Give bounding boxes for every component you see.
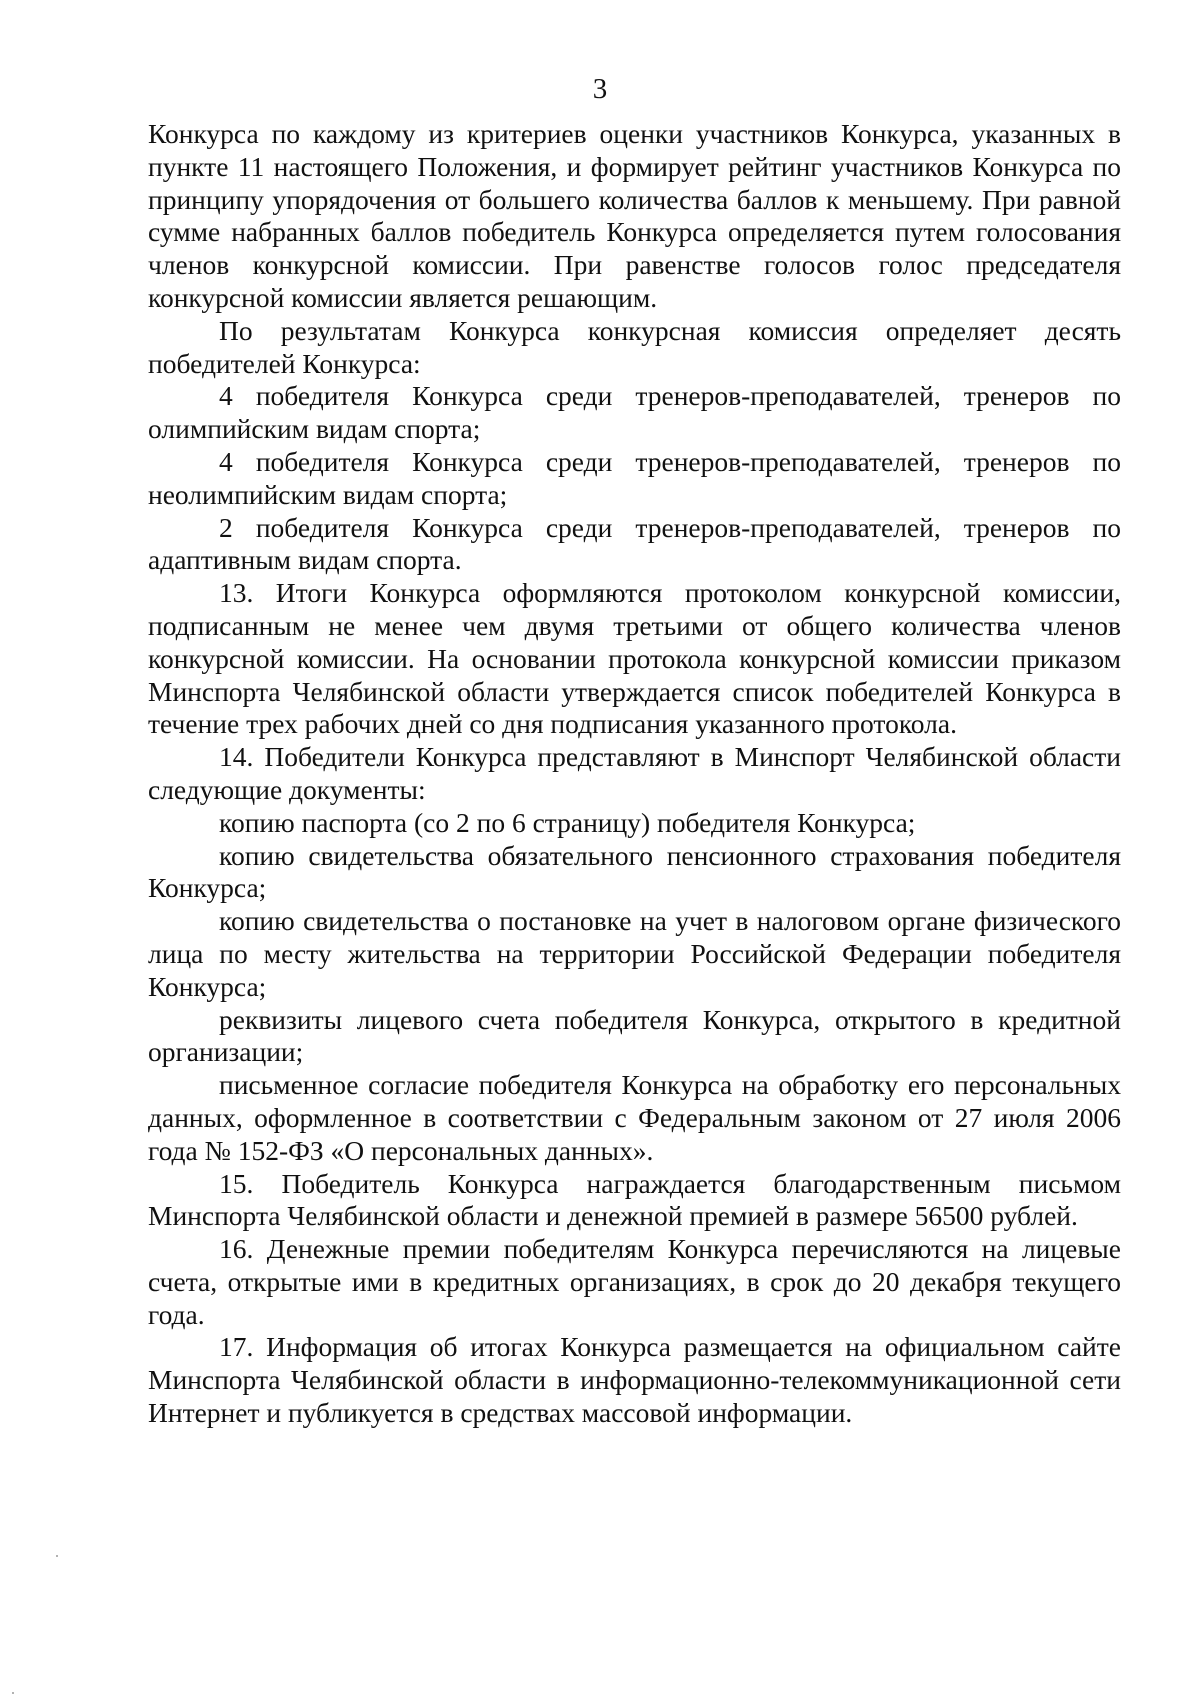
paragraph-15-award: 15. Победитель Конкурса награждается благодарственным письмом Минспорта Челябинской области и денежной премией в размере 56500 рублей. [148,1167,1121,1232]
paragraph-13-results: 13. Итоги Конкурса оформляются протоколом конкурсной комиссии, подписанным не менее чем двумя третьими от общего количества членов конкурсной комиссии. На основании протокола конкурсной комиссии приказом Минспорта Челябинской области утверждается список победителей Конкурса в течение трех рабочих дней со дня подписания указанного протокола. [148,577,1121,740]
list-item-pension-certificate: копию свидетельства обязательного пенсионного страхования победителя Конкурса; [148,839,1121,904]
list-item-passport: копию паспорта (со 2 по 6 страницу) победителя Конкурса; [219,806,916,838]
page-number: 3 [592,73,608,105]
scan-artifact [12,1692,14,1694]
paragraph-winners-count: По результатам Конкурса конкурсная комиссия определяет десять победителей Конкурса: [148,314,1121,379]
list-item-non-olympic: 4 победителя Конкурса среди тренеров-преподавателей, тренеров по неолимпийским видам спорта; [148,445,1121,510]
list-item-adaptive: 2 победителя Конкурса среди тренеров-преподавателей, тренеров по адаптивным видам спорта. [148,511,1121,576]
paragraph-16-payment: 16. Денежные премии победителям Конкурса перечисляются на лицевые счета, открытые ими в кредитных организациях, в срок до 20 декабря текущего года. [148,1233,1121,1330]
paragraph-criteria-rating: Конкурса по каждому из критериев оценки участников Конкурса, указанных в пункте 11 настоящего Положения, и формирует рейтинг участников Конкурса по принципу упорядочения от большего количества баллов к меньшему. При равной сумме набранных баллов победитель Конкурса определяется путем голосования членов конкурсной комиссии. При равенстве голосов голос председателя конкурсной комиссии является решающим. [148,118,1121,313]
list-item-bank-details: реквизиты лицевого счета победителя Конкурса, открытого в кредитной организации; [148,1003,1121,1068]
list-item-consent: письменное согласие победителя Конкурса на обработку его персональных данных, оформленное в соответствии с Федеральным законом от 27 июля 2006 года № 152-ФЗ «О персональных данных». [148,1069,1121,1166]
document-body [148,118,1121,1430]
list-item-olympic: 4 победителя Конкурса среди тренеров-преподавателей, тренеров по олимпийским видам спорта; [148,380,1121,445]
paragraph-17-publication: 17. Информация об итогах Конкурса размещается на официальном сайте Минспорта Челябинской области в информационно-телекоммуникационной сети Интернет и публикуется в средствах массовой информации. [148,1331,1121,1429]
list-item-tax-certificate: копию свидетельства о постановке на учет в налоговом органе физического лица по месту жительства на территории Российской Федерации победителя Конкурса; [148,905,1121,1002]
paragraph-14-documents: 14. Победители Конкурса представляют в Минспорт Челябинской области следующие документы: [148,741,1121,805]
scan-artifact [56,1555,58,1557]
